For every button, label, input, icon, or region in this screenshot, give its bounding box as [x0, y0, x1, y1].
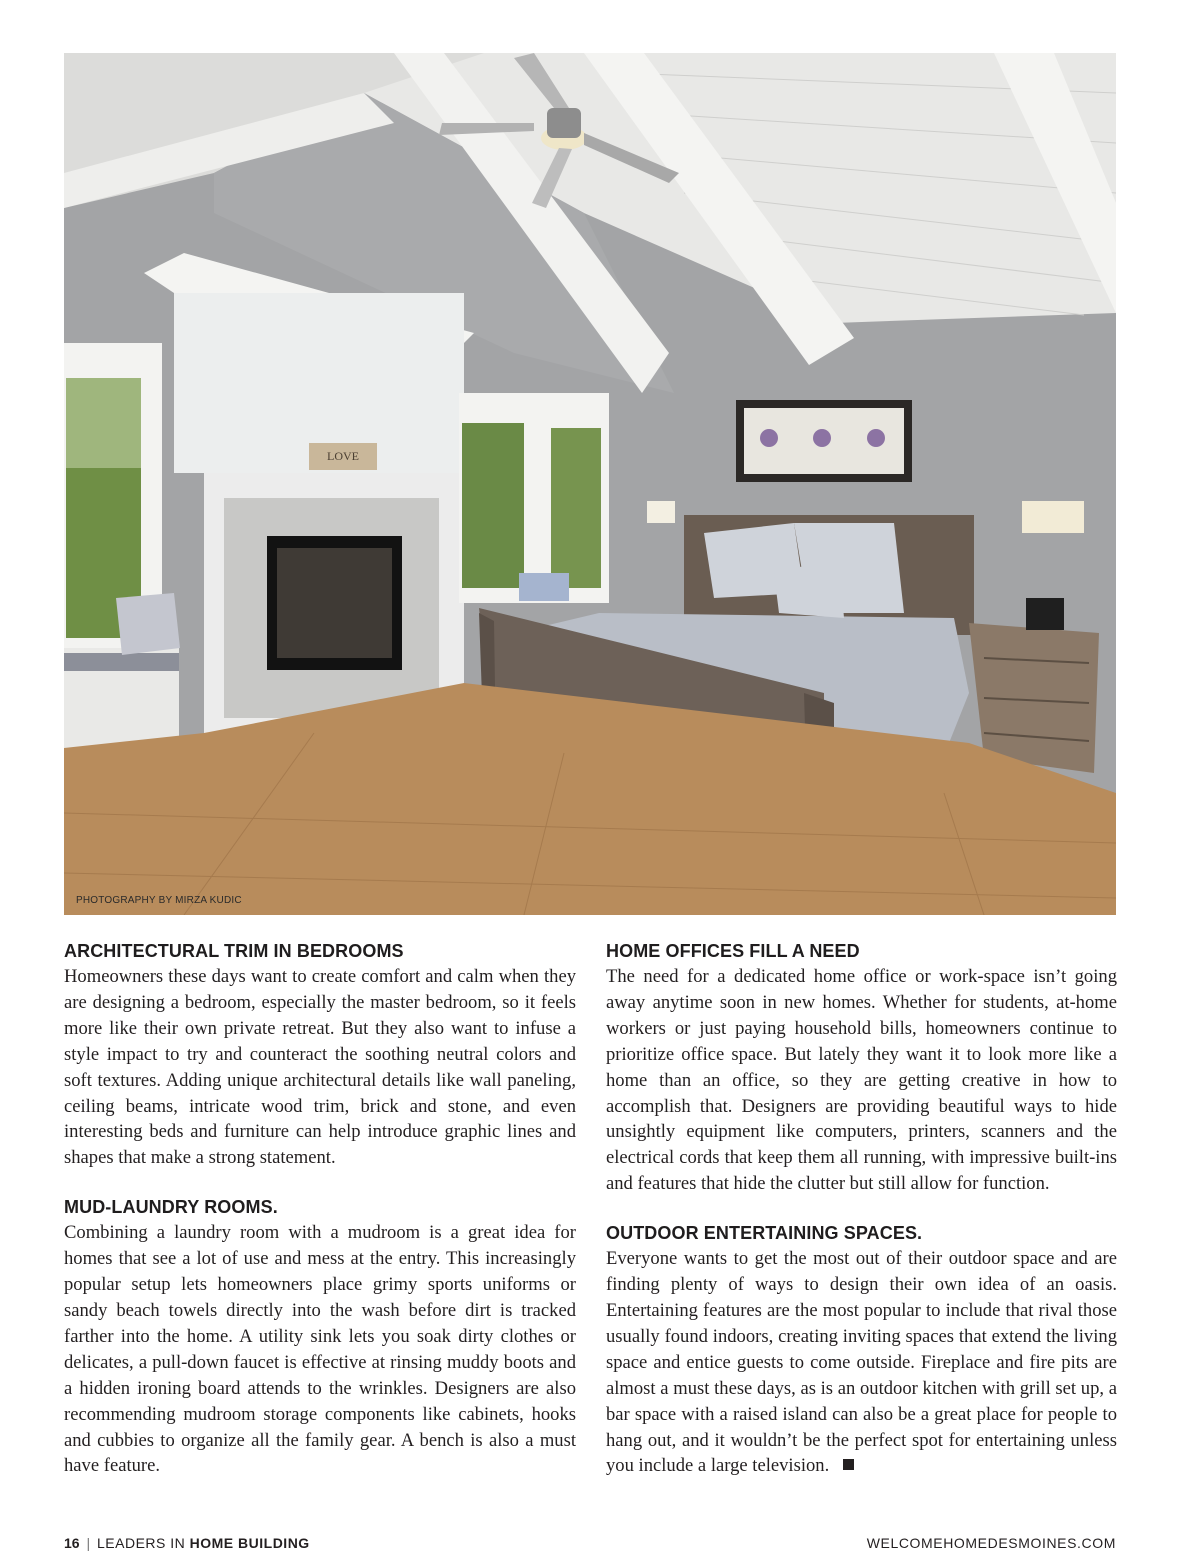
end-of-article-icon: [843, 1459, 854, 1470]
section-gap: [606, 1197, 1117, 1222]
heading-architectural-trim: ARCHITECTURAL TRIM IN BEDROOMS: [64, 941, 404, 961]
heading-home-offices: HOME OFFICES FILL A NEED: [606, 941, 860, 961]
page-number: 16: [64, 1535, 80, 1551]
section-light-text: LEADERS IN: [97, 1535, 190, 1551]
section-bold-text: HOME BUILDING: [189, 1535, 310, 1551]
website-link[interactable]: WELCOMEHOMEDESMOINES.COM: [866, 1535, 1116, 1551]
left-column: [64, 940, 576, 1479]
body-home-offices: The need for a dedicated home office or work-space isn’t going away anytime soon in new homes. Whether for students, at-home workers or just paying household bills, homeowners continue to prioritize office space. But lately they want it to look more like a home than an office, so they are getting creative in how to accomplish that. Designers are providing beautiful ways to hide unsightly equipment like computers, printers, scanners and the electrical cords that keep them all running, with impressive built-ins and features that hide the clutter but still allow for function.: [606, 966, 1117, 1195]
heading-outdoor-entertaining: OUTDOOR ENTERTAINING SPACES.: [606, 1223, 923, 1244]
heading-mud-laundry: MUD-LAUNDRY ROOMS.: [64, 1197, 278, 1218]
section-gap: [64, 1171, 576, 1196]
bedroom-photo: [64, 53, 1116, 915]
photo-credit: PHOTOGRAPHY BY MIRZA KUDIC: [76, 895, 242, 906]
bedroom-illustration: [64, 53, 1116, 915]
body-mud-laundry: Combining a laundry room with a mudroom is a great idea for homes that see a lot of use and mess at the entry. This increasingly popular setup lets homeowners place grimy sports uniforms or sandy beach towels directly into the wash before dirt is tracked farther into the home. A utility sink lets you soak dirty clothes or delicates, a pull-down faucet is effective at rinsing muddy boots and a hidden ironing board attends to the wrinkles. Designers are also recommending mudroom storage components like cabinets, hooks and cubbies to organize all the family gear. A bench is also a must have feature.: [64, 1222, 576, 1477]
body-architectural-trim: Homeowners these days want to create comfort and calm when they are designing a bedroom, especially the master bedroom, so it feels more like their own private retreat. But they also want to infuse a style impact to try and counteract the soothing neutral colors and soft textures. Adding unique architectural details like wall paneling, ceiling beams, intricate wood trim, brick and stone, and even interesting beds and furniture can help introduce graphic lines and shapes that make a strong statement.: [64, 966, 576, 1169]
body-outdoor-entertaining-text: Everyone wants to get the most out of their outdoor space and are finding plenty of ways to design their own idea of an oasis. Entertaining features are the most popular to include that rival those usually found indoors, creating inviting spaces that extend the living space and entice guests to come outside. Fireplace and fire pits are almost a must these days, as is an outdoor kitchen with grill set up, a bar space with a raised island can also be a great place for people to hang out, and it wouldn’t be the perfect spot for entertaining unless you include a large television.: [606, 1248, 1117, 1477]
footer-separator: |: [86, 1535, 91, 1551]
publication-section: [97, 1535, 310, 1551]
right-column: [606, 940, 1117, 1479]
mantel-sign-text: LOVE: [327, 449, 359, 463]
body-outdoor-entertaining: [606, 1246, 1117, 1479]
page-footer: [64, 1535, 1116, 1555]
